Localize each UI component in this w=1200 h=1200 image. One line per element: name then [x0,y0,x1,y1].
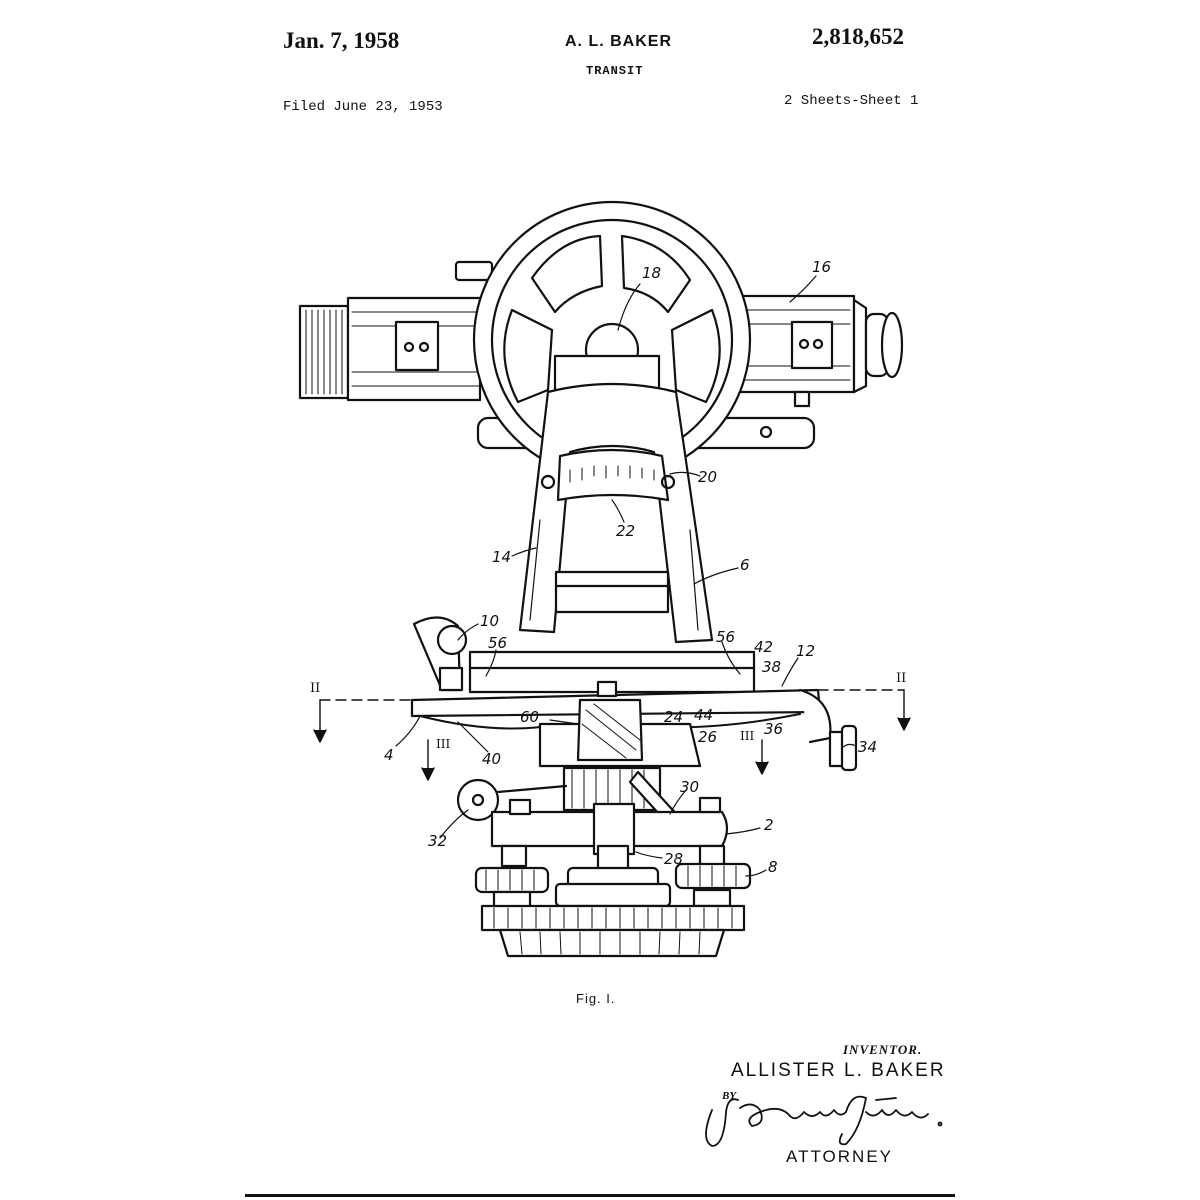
ref-28: 28 [664,850,684,868]
ref-20: 20 [698,468,718,486]
bottom-rule [245,1194,955,1197]
inventor-label: INVENTOR. [843,1042,923,1057]
ref-8: 8 [768,858,778,876]
figure-caption: Fig. I. [576,991,616,1006]
ref-42: 42 [754,638,774,656]
patent-number: 2,818,652 [812,24,904,49]
ref-40: 40 [482,750,502,768]
ref-32: 32 [428,832,448,850]
patent-date: Jan. 7, 1958 [283,28,400,53]
ref-16: 16 [812,258,832,276]
ref-44: 44 [694,706,714,724]
filed-date: Filed June 23, 1953 [283,99,443,115]
ref-24: 24 [664,708,684,726]
attorney-label: ATTORNEY [786,1147,893,1166]
attorney-signature [706,1097,942,1146]
ref-II-right: II [896,671,907,686]
ref-II-left: II [310,681,321,696]
ref-56-left: 56 [488,634,508,652]
ref-18: 18 [642,264,662,282]
ref-10: 10 [480,612,500,630]
ref-III-left: III [436,737,451,751]
ref-60: 60 [520,708,540,726]
ref-30: 30 [680,778,700,796]
ref-6: 6 [740,556,750,574]
ref-26: 26 [698,728,718,746]
by-label: BY [722,1090,737,1102]
ref-22: 22 [616,522,636,540]
inventor-name: ALLISTER L. BAKER [731,1060,946,1081]
horizontal-plate [412,617,856,770]
inventor-header: A. L. BAKER [565,33,672,50]
patent-title: TRANSIT [586,64,644,78]
ref-14: 14 [492,548,512,566]
sheet-count: 2 Sheets-Sheet 1 [784,93,919,109]
leveling-base [458,768,750,956]
ref-12: 12 [796,642,816,660]
ref-34: 34 [858,738,878,756]
ref-2: 2 [764,816,774,834]
ref-56-right: 56 [716,628,736,646]
ref-4: 4 [384,746,394,764]
ref-38: 38 [762,658,782,676]
ref-III-right: III [740,729,755,743]
ref-36: 36 [764,720,784,738]
